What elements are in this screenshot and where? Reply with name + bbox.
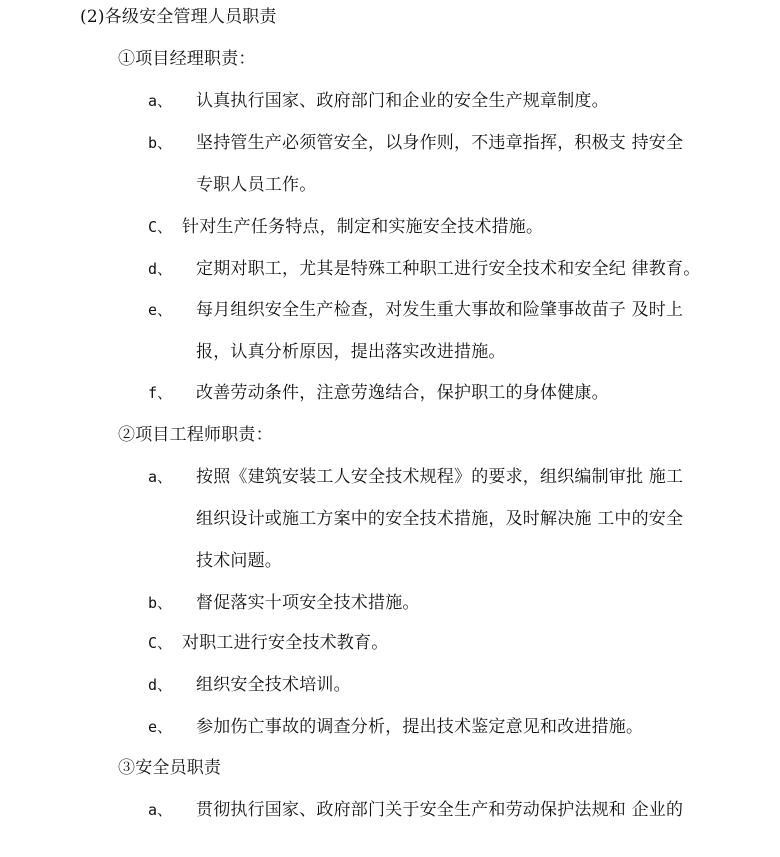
section-heading: (2)各级安全管理人员职责: [80, 7, 277, 27]
item-marker: f、: [148, 384, 173, 402]
item-marker: d、: [148, 260, 173, 278]
item-text-continued: 报，认真分析原因，提出落实改进措施。: [196, 342, 506, 362]
item-marker: C、: [148, 634, 173, 652]
item-text: 针对生产任务特点，制定和实施安全技术措施。: [182, 217, 544, 237]
item-text-continued: 技术问题。: [196, 551, 282, 571]
item-marker: b、: [148, 134, 173, 152]
item-text: 定期对职工，尤其是特殊工种职工进行安全技术和安全纪 律教育。: [196, 259, 701, 279]
item-text: 按照《建筑安装工人安全技术规程》的要求，组织编制审批 施工: [196, 467, 684, 487]
item-text: 参加伤亡事故的调查分析，提出技术鉴定意见和改进措施。: [196, 717, 644, 737]
item-text: 贯彻执行国家、政府部门关于安全生产和劳动保护法规和 企业的: [196, 800, 684, 820]
item-text: 改善劳动条件，注意劳逸结合，保护职工的身体健康。: [196, 383, 609, 403]
item-text: 每月组织安全生产检查，对发生重大事故和险肇事故苗子 及时上: [196, 300, 684, 320]
item-text: 认真执行国家、政府部门和企业的安全生产规章制度。: [196, 91, 609, 111]
item-text-continued: 专职人员工作。: [196, 175, 317, 195]
item-marker: e、: [148, 301, 173, 319]
safety-officer-heading: ③安全员职责: [118, 758, 222, 778]
item-text: 组织安全技术培训。: [196, 675, 351, 695]
engineer-heading: ②项目工程师职责：: [118, 425, 273, 445]
item-marker: a、: [148, 468, 173, 486]
item-marker: d、: [148, 676, 173, 694]
pm-heading: ①项目经理职责：: [118, 49, 256, 69]
item-text: 坚持管生产必须管安全，以身作则，不违章指挥，积极支 持安全: [196, 133, 684, 153]
item-text: 对职工进行安全技术教育。: [182, 633, 389, 653]
item-marker: a、: [148, 92, 173, 110]
item-marker: a、: [148, 801, 173, 819]
item-text-continued: 组织设计或施工方案中的安全技术措施，及时解决施 工中的安全: [196, 509, 684, 529]
item-text: 督促落实十项安全技术措施。: [196, 593, 420, 613]
item-marker: b、: [148, 594, 173, 612]
item-marker: C、: [148, 218, 173, 236]
item-marker: e、: [148, 718, 173, 736]
